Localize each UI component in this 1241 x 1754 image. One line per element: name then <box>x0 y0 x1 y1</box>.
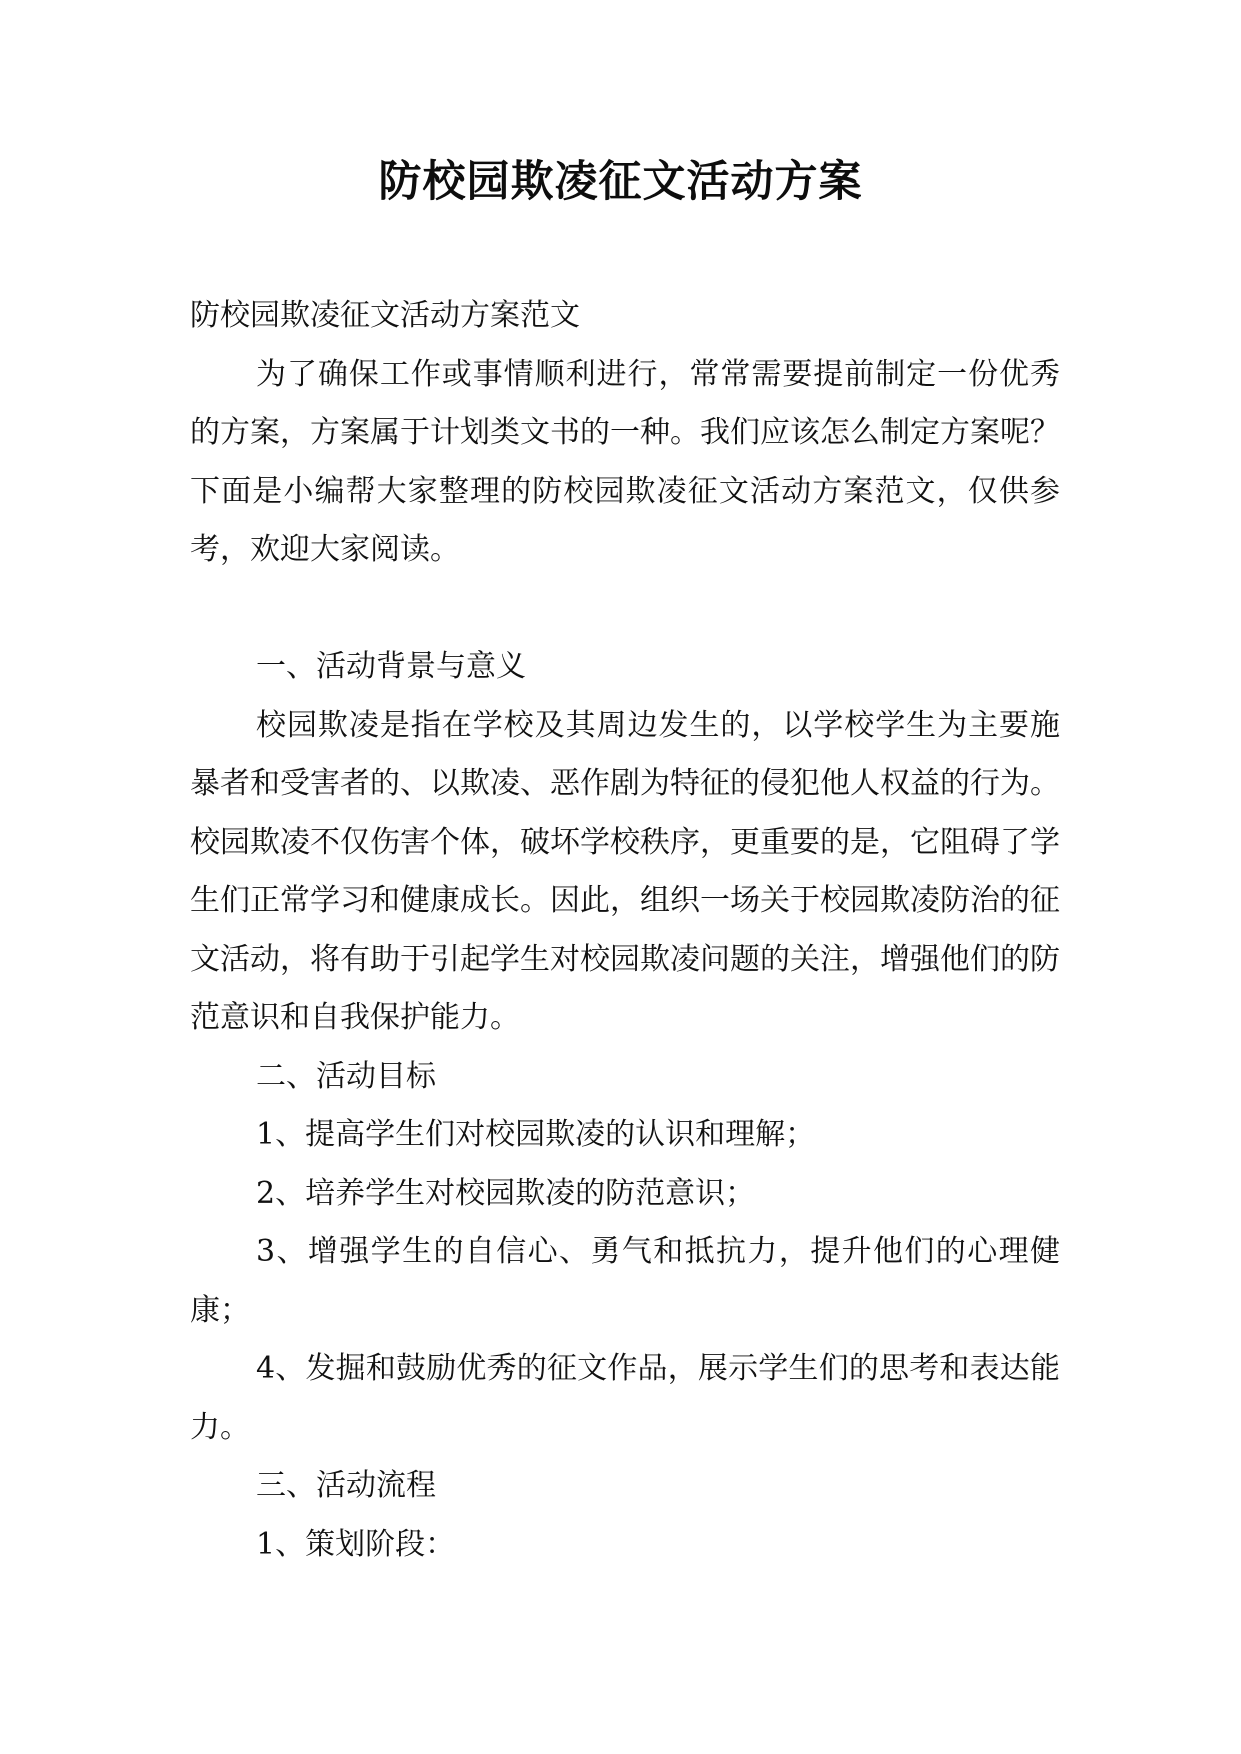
goal-item-3: 3、增强学生的自信心、勇气和抵抗力，提升他们的心理健康； <box>190 1234 1060 1328</box>
paragraph-spacer <box>190 580 1060 639</box>
section-heading-goals: 二、活动目标 <box>256 1058 436 1094</box>
goal-item-1: 1、提高学生们对校园欺凌的认识和理解； <box>256 1117 816 1152</box>
subtitle-paragraph: 防校园欺凌征文活动方案范文 <box>190 298 580 333</box>
document-title: 防校园欺凌征文活动方案 <box>378 157 863 207</box>
section-heading-process: 三、活动流程 <box>256 1468 436 1503</box>
section-heading-background: 一、活动背景与意义 <box>256 649 526 684</box>
goal-item-2: 2、培养学生对校园欺凌的防范意识； <box>256 1175 756 1211</box>
background-paragraph: 校园欺凌是指在学校及其周边发生的，以学校学生为主要施暴者和受害者的、以欺凌、恶作剧为特征的侵犯他人权益的行为。校园欺凌不仅伤害个体，破坏学校秩序，更重要的是，它阻碍了学生们正常学习和健康成长。因此，组织一场关于校园欺凌防治的征文活动，将有助于引起学生对校园欺凌问题的关注，增强他们的防范意识和自我保护能力。 <box>190 707 1060 1035</box>
process-item-1: 1、策划阶段： <box>256 1526 456 1562</box>
goal-item-4: 4、发掘和鼓励优秀的征文作品，展示学生们的思考和表达能力。 <box>190 1351 1060 1445</box>
document-body <box>190 287 1060 1574</box>
intro-paragraph: 为了确保工作或事情顺利进行，常常需要提前制定一份优秀的方案，方案属于计划类文书的一种。我们应该怎么制定方案呢？下面是小编帮大家整理的防校园欺凌征文活动方案范文，仅供参考，欢迎大家阅读。 <box>190 356 1060 567</box>
